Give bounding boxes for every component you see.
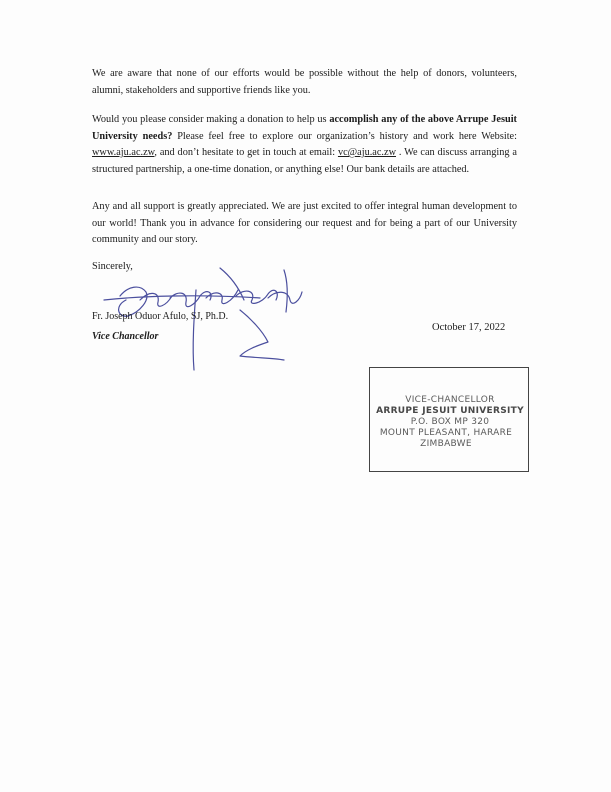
email-link[interactable]: vc@aju.ac.zw bbox=[337, 147, 397, 158]
paragraph-donation-request bbox=[92, 112, 517, 178]
signer-role: Vice Chancellor bbox=[92, 331, 159, 342]
donation-text-c: , and don’t hesitate to get in touch at email: bbox=[154, 147, 338, 158]
website-link[interactable]: www.aju.ac.zw bbox=[92, 147, 155, 158]
paragraph-donors: We are aware that none of our efforts would be possible without the help of donors, volunteers, alumni, stakeholders and supportive friends like you. bbox=[92, 68, 517, 96]
stamp-country: ZIMBABWE bbox=[420, 439, 472, 449]
stamp-title: VICE-CHANCELLOR bbox=[405, 395, 495, 405]
donation-needs-emphasis: accomplish any of the above Arrupe Jesuit University needs? bbox=[92, 114, 517, 142]
paragraph-appreciation: Any and all support is greatly appreciated. We are just excited to offer integral human development to our world! Thank you in advance for considering our request and for being a part of our University community and our story. bbox=[92, 201, 517, 245]
letter-date: October 17, 2022 bbox=[432, 322, 506, 333]
donation-text-b: Please feel free to explore our organization’s history and work here Website: bbox=[172, 130, 517, 142]
closing: Sincerely, bbox=[92, 261, 133, 272]
stamp-po-box: P.O. BOX MP 320 bbox=[410, 417, 490, 427]
donation-text-d: . We can discuss arranging a structured partnership, a one-time donation, or anything else! Our bank details are attached. bbox=[92, 147, 517, 175]
signer-name: Fr. Joseph Oduor Afulo, SJ, Ph.D. bbox=[92, 311, 229, 322]
donation-text-a: Would you please consider making a donation to help us bbox=[92, 114, 330, 125]
stamp-institution: ARRUPE JESUIT UNIVERSITY bbox=[376, 406, 524, 416]
official-stamp bbox=[369, 367, 529, 472]
stamp-city: MOUNT PLEASANT, HARARE bbox=[379, 428, 513, 438]
